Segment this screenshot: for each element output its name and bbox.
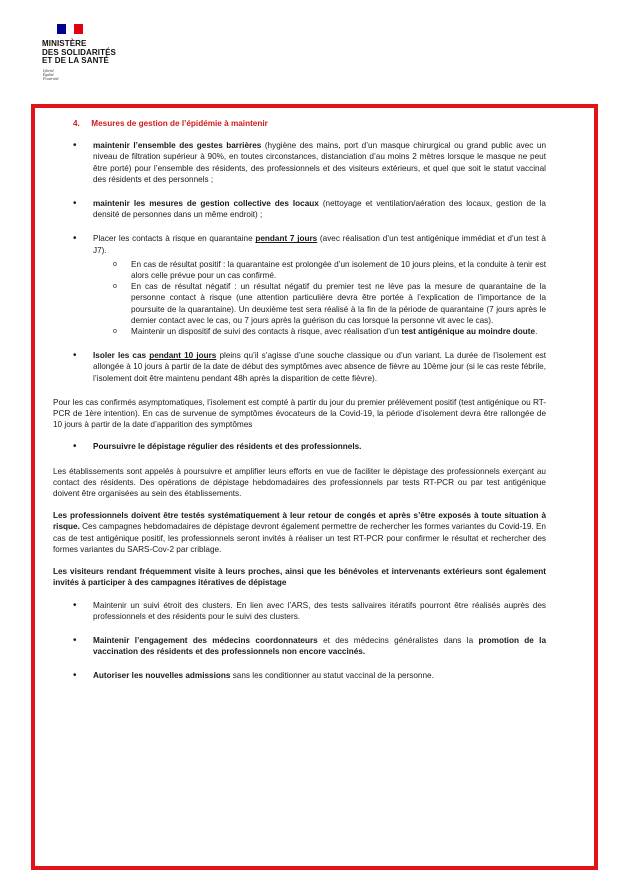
section-number: 4. <box>73 119 80 128</box>
sub-list-item: o En cas de résultat positif : la quarantaine est prolongée d’un isolement de 10 jours pleins, et la conduite à tenir est alors celle prévue pour un cas confirmé. <box>53 259 546 281</box>
list-item: • Maintenir l’engagement des médecins coordonnateurs et des médecins généralistes dans la promotion de la vaccination des résidents et des professionnels non encore vaccinés. <box>53 635 546 657</box>
sub-list-item: o Maintenir un dispositif de suivi des contacts à risque, avec réalisation d’un test antigénique au moindre doute. <box>53 326 546 337</box>
list-item: • Placer les contacts à risque en quarantaine pendant 7 jours (avec réalisation d’un test antigénique immédiat et d’un test à J7). <box>53 233 546 255</box>
paragraph: Pour les cas confirmés asymptomatiques, l’isolement est compté à partir du jour du premier prélèvement positif (test antigénique ou RT-PCR de 1ère intention). En cas de survenue de symptômes évocateurs de la Covid-19, la période d’isolement devra être rallongée de 10 jours à partir de la date d’apparition des symptômes <box>53 397 546 430</box>
sub-list-item: o En cas de résultat négatif : un résultat négatif du premier test ne lève pas la mesure de quarantaine de la personne contact à risque (une attention particulière devra être portée à l’explication de l’importance de la poursuite de la quarantaine). Un deuxième test sera réalisé à la fin de la période de quarantaine (7 jours après le dernier contact avec le cas, ou 7 jours après la guérison du cas lorsque la personne vit avec le cas). <box>53 281 546 326</box>
sub-list <box>53 259 546 337</box>
ministry-logo <box>42 24 162 81</box>
ministry-name: MINISTÈRE DES SOLIDARITÉS ET DE LA SANTÉ <box>42 39 116 65</box>
list-item: • Maintenir un suivi étroit des clusters. En lien avec l’ARS, des tests salivaires itératifs pourront être réalisés auprès des professionnels et des résidents pour le suivi des clusters. <box>53 600 546 622</box>
french-flag-icon <box>57 24 83 34</box>
section-heading <box>53 118 546 129</box>
list-item: • Autoriser les nouvelles admissions sans les conditionner au statut vaccinal de la personne. <box>53 670 546 681</box>
document-body <box>53 118 546 695</box>
section-title: Mesures de gestion de l’épidémie à maintenir <box>91 119 268 128</box>
paragraph: Les visiteurs rendant fréquemment visite à leurs proches, ainsi que les bénévoles et intervenants extérieurs sont également invités à participer à des campagnes itératives de dépistage <box>53 567 546 588</box>
list-item: • Poursuivre le dépistage régulier des résidents et des professionnels. <box>53 441 546 452</box>
list-item: • Isoler les cas pendant 10 jours pleins qu’il s’agisse d’une souche classique ou d’un variant. La durée de l’isolement est allongée à 10 jours à partir de la date de début des symptômes avec absence de fièvre au 10ème jour (si le cas reste fébrile, l’isolement doit être maintenu pendant 48h après la disparition de cette fièvre). <box>53 350 546 384</box>
list-item: • maintenir l’ensemble des gestes barrières (hygiène des mains, port d’un masque chirurgical ou grand public avec un niveau de filtration supérieur à 90%, en toutes circonstances, distanciation d’au moins 2 mètres lorsque le masque ne peut être porté) pour l’ensemble des résidents, des professionnels et des visiteurs extérieurs, et quel que soit le statut vaccinal des résidents et des personnels ; <box>53 140 546 185</box>
republic-motto: Liberté Égalité Fraternité <box>43 68 59 81</box>
paragraph: Les établissements sont appelés à poursuivre et amplifier leurs efforts en vue de faciliter le dépistage des professionnels exerçant au contact des résidents. Des opérations de dépistage hebdomadaires des professionnels par tests RT-PCR ou par test antigénique doivent être organisées au sein des établissements. <box>53 466 546 499</box>
paragraph: Les professionnels doivent être testés systématiquement à leur retour de congés et après s’être exposés à toute situation à risque. Ces campagnes hebdomadaires de dépistage devront également permettre de rechercher les formes variantes du Covid-19. En cas de test antigénique positif, les professionnels seront invités à réaliser un test RT-PCR pour confirmer le résultat et rechercher des formes variantes du SARS-Cov-2 par criblage. <box>53 511 546 554</box>
list-item: • maintenir les mesures de gestion collective des locaux (nettoyage et ventilation/aération des locaux, gestion de la densité de personnes dans un même endroit) ; <box>53 198 546 220</box>
